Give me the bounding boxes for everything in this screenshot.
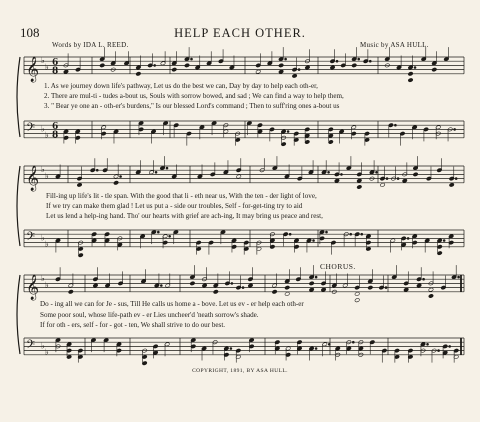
dot bbox=[120, 176, 122, 178]
dot bbox=[155, 172, 157, 174]
dot bbox=[358, 58, 360, 60]
note-head bbox=[354, 298, 359, 303]
system-1-lyric-verse-3: 3. " Bear ye one an - oth-er's burdens," Is our blessed Lord's command ; Then to suff'ring ones a-bout us bbox=[44, 102, 340, 110]
note-head bbox=[309, 287, 314, 292]
flat-sign: ♭ bbox=[45, 347, 49, 357]
note-head bbox=[236, 174, 241, 179]
flat-sign: ♭ bbox=[41, 124, 45, 134]
hymn-title: HELP EACH OTHER. bbox=[174, 26, 306, 40]
dot bbox=[369, 60, 371, 62]
dot bbox=[353, 341, 355, 343]
note-head bbox=[113, 181, 118, 186]
flat-sign: ♭ bbox=[41, 56, 45, 66]
time-signature-bottom: 8 bbox=[52, 66, 59, 77]
dot bbox=[287, 131, 289, 133]
dot bbox=[350, 233, 352, 235]
time-signature-bottom: 8 bbox=[52, 130, 59, 141]
system-3-lyric-verse-3: If for oth - ers, self - for - got - ten, We shall strive to do our best. bbox=[40, 321, 226, 329]
system-1-lyric-verse-1: 1. As we journey down life's pathway, Let us do the best we can, Day by day to help each oth-er, bbox=[44, 82, 318, 90]
note-head bbox=[403, 287, 408, 292]
dot bbox=[328, 172, 330, 174]
note-head bbox=[100, 63, 105, 68]
system-2-lyric-verse-1: Fill-ing up life's lit - tle span. With the good that li - eth near us, With the ten - der light of love, bbox=[46, 192, 317, 200]
note-head bbox=[428, 287, 433, 292]
note-head bbox=[305, 65, 310, 70]
system-3-lyric-verse-2: Some poor soul, whose life-path ev - er Lies uncheer'd 'neath sorrow's shade. bbox=[40, 311, 259, 319]
dot bbox=[414, 67, 416, 69]
dot bbox=[166, 167, 168, 169]
dot bbox=[443, 240, 445, 242]
note-head bbox=[449, 183, 454, 188]
note-head bbox=[428, 294, 433, 299]
note-head bbox=[248, 283, 253, 288]
note-head bbox=[136, 72, 141, 77]
flat-sign: ♭ bbox=[41, 165, 45, 175]
time-signature-top: 6 bbox=[52, 121, 59, 132]
dot bbox=[427, 344, 429, 346]
system-1-lyric-verse-2: 2. There are mul-ti - tudes a-bout us, Souls with sorrow bowed, and sad ; We can find a way to help them, bbox=[44, 92, 344, 100]
flat-sign: ♭ bbox=[45, 239, 49, 249]
music-credit: Music by ASA HULL. bbox=[360, 41, 429, 49]
note-head bbox=[172, 67, 177, 72]
note-head bbox=[352, 63, 357, 68]
note-head bbox=[278, 63, 283, 68]
note-head bbox=[309, 281, 314, 286]
dot bbox=[161, 285, 163, 287]
system-brace bbox=[17, 275, 20, 354]
note-head bbox=[68, 290, 73, 295]
flat-sign: ♭ bbox=[45, 280, 49, 290]
note-head bbox=[278, 69, 283, 74]
treble-clef: 𝄞 bbox=[26, 274, 40, 300]
note-head bbox=[321, 287, 326, 292]
dot bbox=[230, 348, 232, 350]
note-head bbox=[354, 292, 359, 297]
note-head bbox=[184, 63, 189, 68]
flat-sign: ♭ bbox=[41, 274, 45, 284]
note-head bbox=[334, 178, 339, 183]
dot bbox=[326, 231, 328, 233]
dot bbox=[242, 287, 244, 289]
note-head bbox=[330, 65, 335, 70]
flat-sign: ♭ bbox=[41, 341, 45, 351]
dot bbox=[285, 58, 287, 60]
treble-clef: 𝄞 bbox=[26, 165, 40, 191]
dot bbox=[385, 287, 387, 289]
note-head bbox=[357, 185, 362, 190]
dot bbox=[289, 233, 291, 235]
flat-sign: ♭ bbox=[45, 130, 49, 140]
dot bbox=[231, 283, 233, 285]
note-head bbox=[285, 292, 290, 297]
note-head bbox=[402, 178, 407, 183]
system-3-lyric-verse-1: Do - ing all we can for Je - sus, Till He calls us home a - bove. Let us ev - er help each oth-er bbox=[40, 300, 304, 308]
dot bbox=[315, 348, 317, 350]
note-head bbox=[292, 74, 297, 79]
note-head bbox=[213, 290, 218, 295]
note-head bbox=[93, 283, 98, 288]
dot bbox=[328, 344, 330, 346]
note-head bbox=[357, 178, 362, 183]
dot bbox=[386, 178, 388, 180]
dot bbox=[397, 178, 399, 180]
dot bbox=[458, 276, 460, 278]
dot bbox=[158, 231, 160, 233]
note-head bbox=[77, 183, 82, 188]
dot bbox=[407, 238, 409, 240]
dot bbox=[449, 346, 451, 348]
system-brace bbox=[17, 57, 20, 137]
note-head bbox=[413, 172, 418, 177]
system-2-lyric-verse-2: If we try can make them glad ! Let us put a - side our troubles, Self - for-get-ting try to aid bbox=[46, 202, 303, 210]
chorus-label: CHORUS. bbox=[320, 262, 356, 271]
dot bbox=[336, 60, 338, 62]
flat-sign: ♭ bbox=[45, 62, 49, 72]
note-head bbox=[202, 283, 207, 288]
system-2-lyric-verse-3: Let us lend a help-ing hand. Tho' our hearts with grief are ach-ing, It may bring us peace and rest, bbox=[46, 212, 323, 220]
page-number: 108 bbox=[20, 25, 40, 40]
note-head bbox=[190, 281, 195, 286]
dot bbox=[315, 276, 317, 278]
note-head bbox=[408, 72, 413, 77]
note-head bbox=[380, 183, 385, 188]
bass-clef: 𝄢 bbox=[26, 121, 36, 138]
dot bbox=[454, 129, 456, 131]
flat-sign: ♭ bbox=[41, 233, 45, 243]
dot bbox=[298, 69, 300, 71]
dot bbox=[455, 178, 457, 180]
dot bbox=[395, 124, 397, 126]
note-head bbox=[368, 285, 373, 290]
dot bbox=[313, 240, 315, 242]
dot bbox=[341, 174, 343, 176]
dot bbox=[361, 233, 363, 235]
note-head bbox=[256, 69, 261, 74]
flat-sign: ♭ bbox=[45, 171, 49, 181]
dot bbox=[438, 350, 440, 352]
note-head bbox=[432, 67, 437, 72]
dot bbox=[376, 172, 378, 174]
dot bbox=[191, 58, 193, 60]
note-head bbox=[408, 78, 413, 83]
bass-clef: 𝄢 bbox=[26, 338, 36, 355]
note-head bbox=[272, 290, 277, 295]
note-head bbox=[285, 285, 290, 290]
system-brace bbox=[17, 166, 20, 246]
treble-clef: 𝄞 bbox=[26, 56, 40, 82]
dot bbox=[96, 169, 98, 171]
note-head bbox=[416, 283, 421, 288]
time-signature-top: 6 bbox=[52, 57, 59, 68]
copyright-notice: COPYRIGHT, 1891, BY ASA HULL. bbox=[192, 368, 288, 374]
dot bbox=[169, 236, 171, 238]
bass-clef: 𝄢 bbox=[26, 230, 36, 247]
note-head bbox=[63, 69, 68, 74]
dot bbox=[423, 278, 425, 280]
words-credit: Words by IDA L. REED. bbox=[52, 41, 129, 49]
dot bbox=[154, 65, 156, 67]
